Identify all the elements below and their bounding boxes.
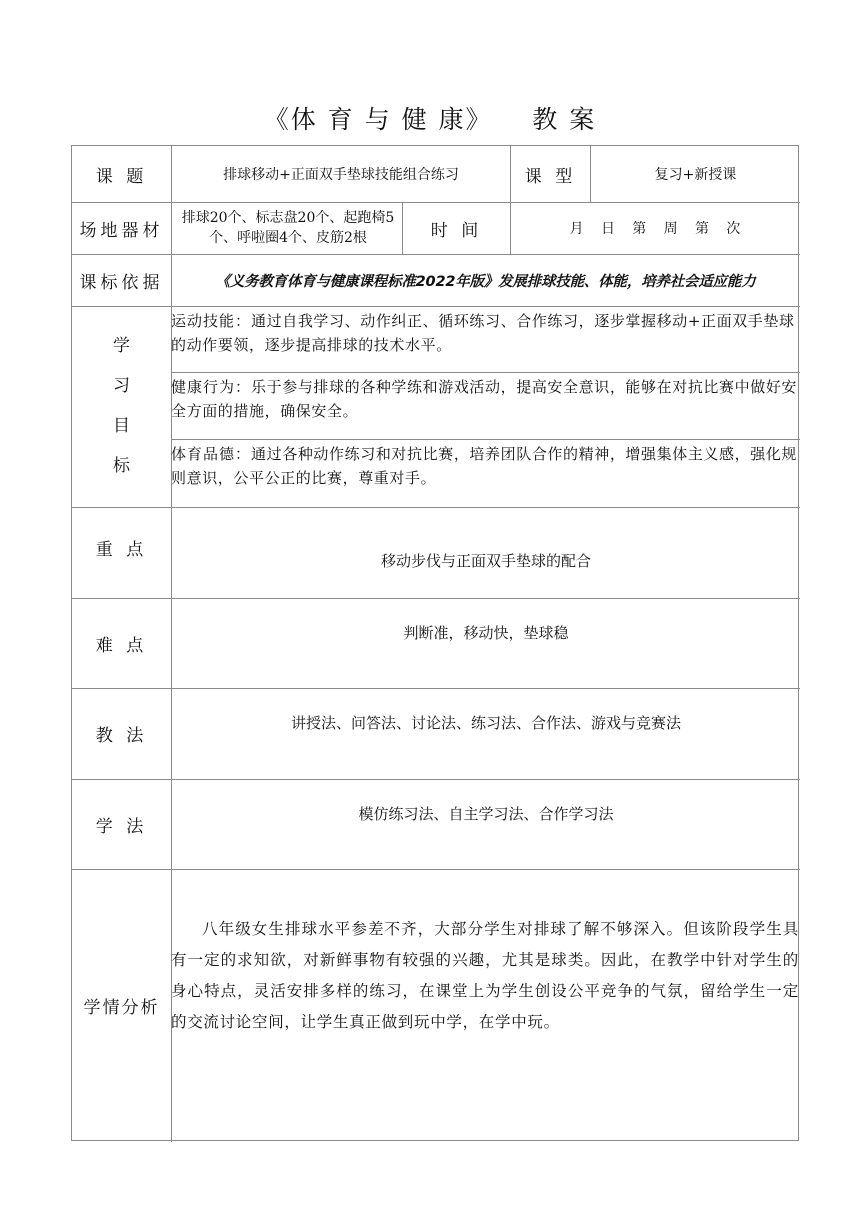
student-analysis-value [171, 914, 799, 1038]
difficulty-label: 难 点 [95, 635, 148, 656]
objective-health-behavior [171, 375, 799, 423]
topic-value: 排球移动+正面双手垫球技能组合练习 [223, 167, 459, 183]
lesson-type-value: 复习+新授课 [654, 167, 737, 183]
key-point-label: 重 点 [95, 539, 148, 560]
student-analysis-label: 学情分析 [83, 998, 160, 1018]
equipment-label: 场地器材 [79, 220, 164, 241]
objective-label-char: 标 [113, 456, 130, 476]
time-label: 时 间 [430, 220, 483, 241]
student-analysis-paragraph: 八年级女生排球水平参差不齐，大部分学生对排球了解不够深入。但该阶段学生具有一定的求知欲，对新鲜事物有较强的兴趣，尤其是球类。因此，在教学中针对学生的身心特点，灵活安排多样的练习，在课堂上为学生创设公平竞争的气氛，留给学生一定的交流讨论空间，让学生真正做到玩中学，在学中玩。 [171, 920, 799, 1031]
objective-label-char: 目 [113, 416, 130, 436]
teaching-method-value: 讲授法、问答法、讨论法、练习法、合作法、游戏与竞赛法 [290, 713, 681, 732]
curriculum-standard-label: 课标依据 [79, 272, 164, 293]
objective-sports-ethics [171, 442, 799, 490]
objective-motor-skills [171, 309, 799, 357]
learning-method-label: 学 法 [95, 816, 148, 837]
objective-heading: 体育品德： [171, 445, 252, 463]
teaching-method-label: 教 法 [95, 726, 148, 746]
curriculum-standard-value: 《义务教育体育与健康课程标准2022年版》发展排球技能、体能，培养社会适应能力 [215, 273, 756, 290]
objective-heading: 运动技能： [171, 312, 252, 330]
objective-heading: 健康行为： [171, 378, 252, 396]
objective-label-char: 习 [113, 376, 130, 396]
document-title: 《体 育 与 健 康》 教 案 [263, 105, 597, 134]
lesson-plan-table [71, 145, 799, 1141]
objective-label-char: 学 [113, 336, 130, 356]
difficulty-value: 判断准，移动快，垫球稳 [403, 623, 569, 642]
time-value: 月 日 第 周 第 次 [569, 221, 742, 237]
objective-text: 乐于参与排球的各种学练和游戏活动，提高安全意识，能够在对抗比赛中做好安全方面的措施，确保安全。 [171, 378, 798, 420]
objective-text: 通过各种动作练习和对抗比赛，培养团队合作的精神，增强集体主义感，强化规则意识，公平公正的比赛，尊重对手。 [171, 445, 798, 487]
key-point-value: 移动步伐与正面双手垫球的配合 [380, 551, 591, 570]
objective-text: 通过自我学习、动作纠正、循环练习、合作练习，逐步掌握移动+正面双手垫球的动作要领，逐步提高排球的技术水平。 [171, 312, 795, 354]
topic-label: 课 题 [95, 166, 148, 187]
equipment-value: 排球20个、标志盘20个、起跑椅5个、呼啦圈4个、皮筋2根 [181, 210, 395, 246]
lesson-type-label: 课 型 [524, 166, 577, 187]
learning-method-value: 模仿练习法、自主学习法、合作学习法 [358, 804, 614, 823]
